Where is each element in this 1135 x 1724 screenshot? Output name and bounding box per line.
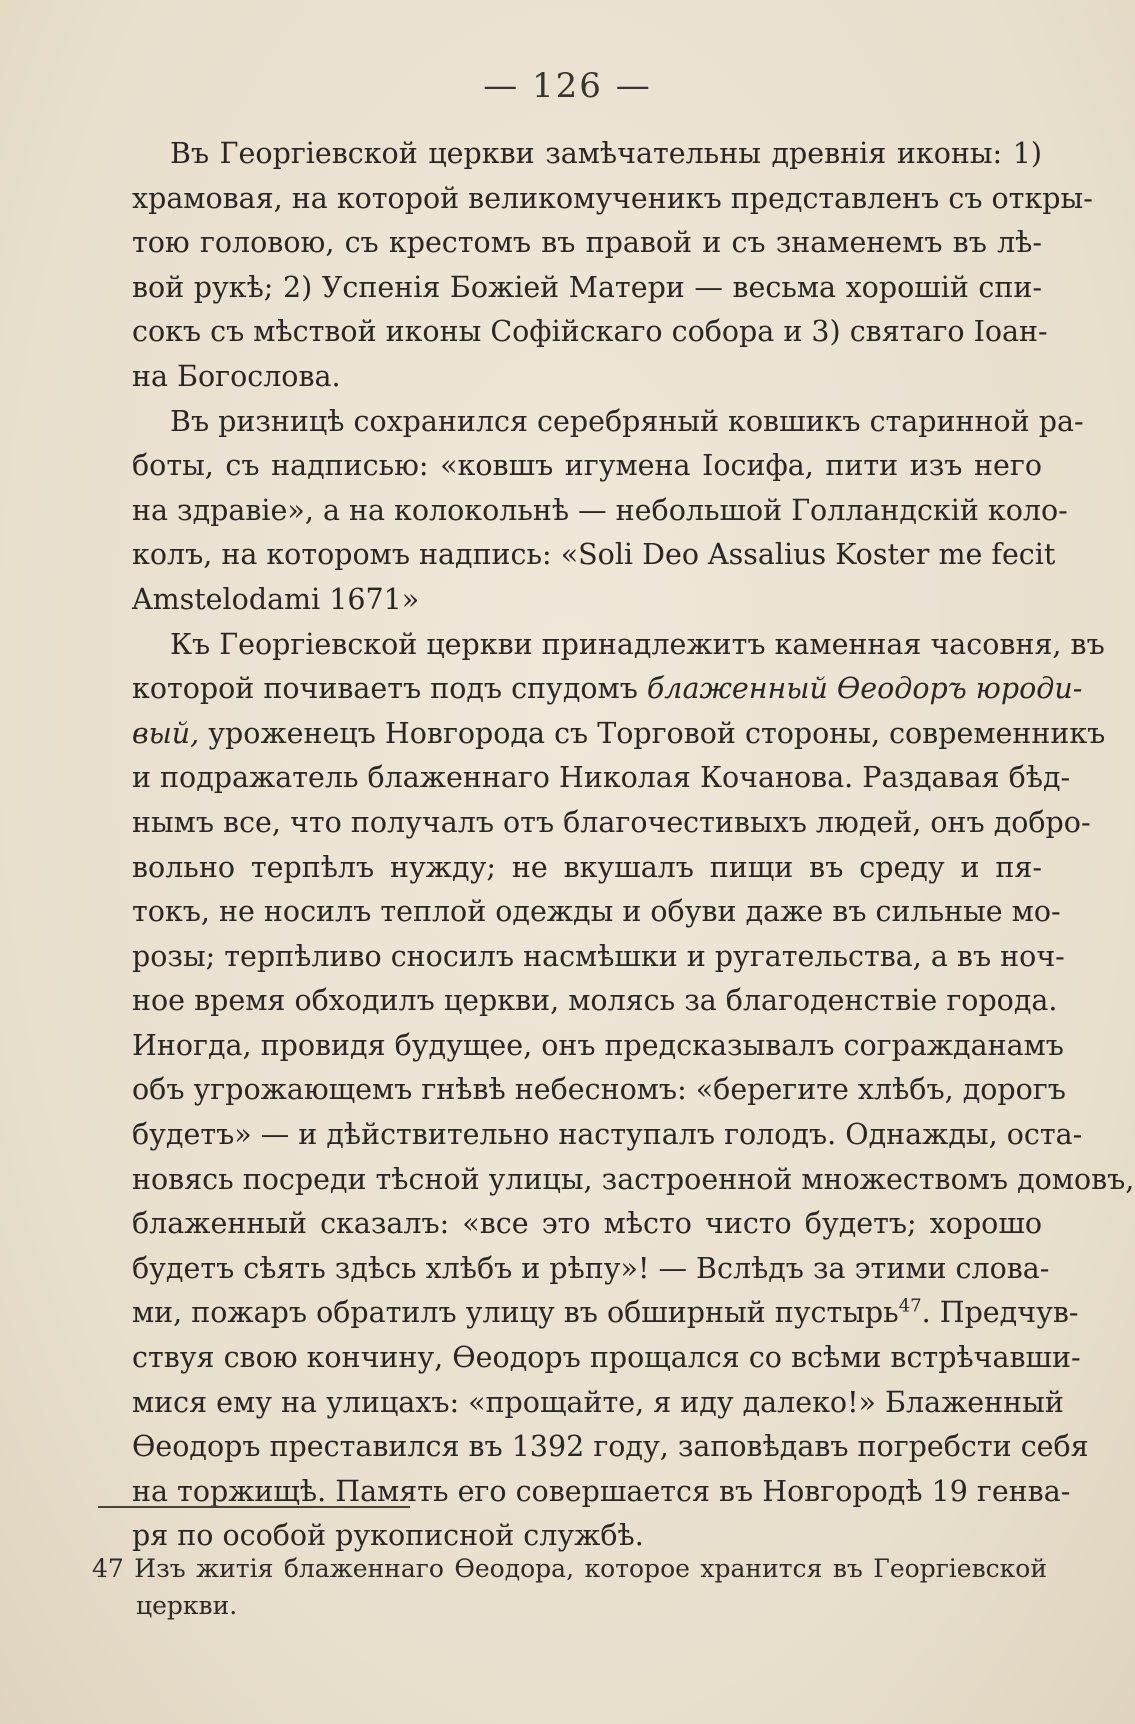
text-line: Amstelodami 1671»	[132, 582, 420, 616]
text-line: Къ Георгіевской церкви принадлежитъ каменная часовня, въ	[170, 627, 1105, 661]
text-line: на Богослова.	[132, 359, 341, 393]
footnote-line: 47 Изъ житія блаженнаго Ѳеодора, которое хранится въ Георгіевской	[92, 1554, 1047, 1583]
text-line: сокъ съ мѣствой иконы Софійскаго собора и 3) святаго Іоан-	[132, 315, 1048, 349]
text-line: вольно терпѣлъ нужду; не вкушалъ пищи въ среду и пя-	[132, 850, 1042, 884]
text-line: на торжищѣ. Память его совершается въ Новгородѣ 19 генва-	[132, 1474, 1071, 1508]
text-line: боты, съ надписью: «ковшъ игумена Іосифа, пити изъ него	[132, 449, 1042, 483]
text-span: ми, пожаръ обратилъ улицу въ обширный пустырь	[132, 1296, 899, 1330]
paragraph-1	[92, 132, 1093, 400]
text-line: ря по особой рукописной службѣ.	[132, 1519, 644, 1553]
text-line: нымъ все, что получалъ отъ благочестивыхъ людей, онъ добро-	[132, 805, 1091, 839]
text-line: новясь посреди тѣсной улицы, застроенной множествомъ домовъ,	[132, 1162, 1135, 1196]
text-line: розы; терпѣливо сносилъ насмѣшки и ругательства, а въ ноч-	[132, 939, 1065, 973]
footnote-line: церкви.	[136, 1591, 238, 1620]
text-line	[92, 1291, 1079, 1336]
paragraph-2	[92, 400, 1084, 623]
paragraph-3	[92, 623, 1135, 1559]
footnote-reference[interactable]: 47	[898, 1295, 922, 1317]
text-line: блаженный сказалъ: «все это мѣсто чисто будетъ; хорошо	[132, 1207, 1042, 1241]
text-line: на здравіе», а на колокольнѣ — небольшой Голландскій коло-	[132, 493, 1068, 527]
text-line	[92, 667, 1083, 712]
text-line	[92, 712, 1106, 757]
text-line: Въ ризницѣ сохранился серебряный ковшикъ старинной ра-	[170, 404, 1084, 438]
text-line: Иногда, провидя будущее, онъ предсказывалъ согражданамъ	[132, 1028, 1064, 1062]
text-span: . Предчув-	[921, 1296, 1079, 1330]
text-line: объ угрожающемъ гнѣвѣ небесномъ: «берегите хлѣбъ, дорогъ	[132, 1073, 1066, 1107]
page-number: — 126 —	[483, 66, 652, 106]
text-line: и подражатель блаженнаго Николая Кочанова. Раздавая бѣд-	[132, 761, 1071, 795]
text-line: будетъ» — и дѣйствительно наступалъ голодъ. Однажды, оста-	[132, 1118, 1083, 1152]
text-line: колъ, на которомъ надпись: «Soli Deo Assalius Koster me fecit	[132, 538, 1056, 572]
text-line: Въ Георгіевской церкви замѣчательны древнія иконы: 1)	[170, 137, 1042, 170]
text-line: мися ему на улицахъ: «прощайте, я иду далеко!» Блаженный	[132, 1385, 1064, 1419]
italic-name: блаженный Ѳеодоръ юроди-	[646, 672, 1083, 706]
text-span: уроженецъ Новгорода съ Торговой стороны, современникъ	[199, 716, 1106, 750]
italic-name: вый,	[132, 716, 200, 750]
text-line: токъ, не носилъ теплой одежды и обуви даже въ сильные мо-	[132, 895, 1061, 929]
footnote	[92, 1550, 1047, 1624]
text-line: ное время обходилъ церкви, молясь за благоденствіе города.	[132, 984, 1058, 1018]
body-text	[92, 132, 1135, 1559]
text-line: вой рукѣ; 2) Успенія Божіей Матери — весьма хорошій спи-	[132, 270, 1042, 304]
text-line: храмовая, на которой великомученикъ представленъ съ откры-	[132, 181, 1093, 215]
footnote-divider	[98, 1506, 410, 1508]
text-line: будетъ сѣять здѣсь хлѣбъ и рѣпу»! — Вслѣдъ за этими слова-	[132, 1251, 1050, 1285]
text-line: тою головою, съ крестомъ въ правой и съ знаменемъ въ лѣ-	[132, 226, 1042, 260]
text-line: Ѳеодоръ преставился въ 1392 году, заповѣдавъ погребсти себя	[132, 1430, 1089, 1464]
text-line: ствуя свою кончину, Ѳеодоръ прощался со всѣми встрѣчавши-	[132, 1341, 1081, 1375]
text-span: которой почиваетъ подъ спудомъ	[132, 672, 647, 706]
